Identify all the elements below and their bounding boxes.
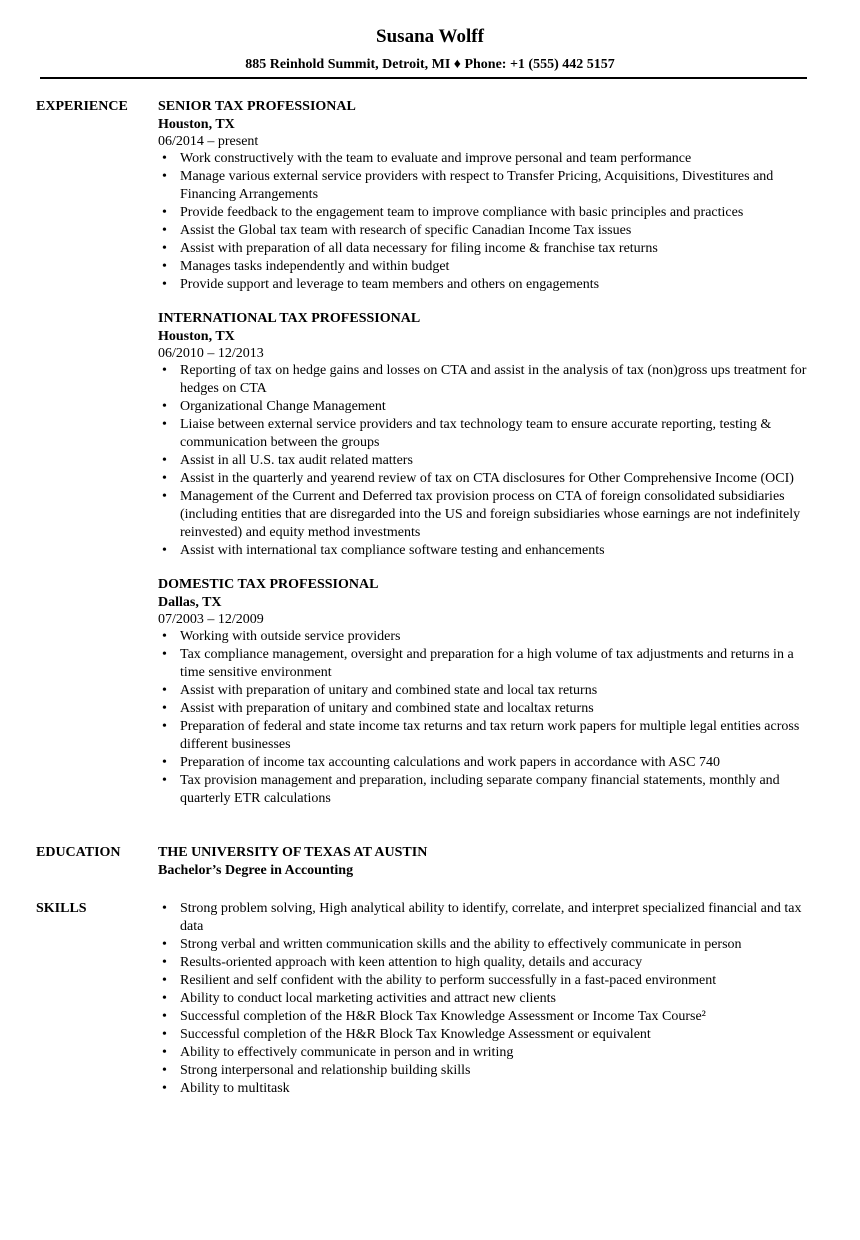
job-title: SENIOR TAX PROFESSIONAL: [158, 99, 356, 114]
list-item: • Manages tasks independently and within budget: [158, 258, 820, 276]
list-item: • Assist with preparation of unitary and combined state and local tax returns: [158, 682, 820, 700]
list-item: • Ability to effectively communicate in person and in writing: [158, 1044, 820, 1062]
list-item: • Strong problem solving, High analytical ability to identify, correlate, and interpret specialized financial and tax data: [158, 900, 820, 936]
list-item: • Assist in the quarterly and yearend review of tax on CTA disclosures for Other Comprehensive Income (OCI): [158, 470, 820, 488]
list-item: • Assist the Global tax team with research of specific Canadian Income Tax issues: [158, 222, 820, 240]
section-label-education: EDUCATION: [36, 845, 121, 860]
list-item: • Work constructively with the team to evaluate and improve personal and team performance: [158, 150, 820, 168]
candidate-name: Susana Wolff: [376, 26, 484, 47]
list-item: • Ability to conduct local marketing activities and attract new clients: [158, 990, 820, 1008]
resume-header: [0, 24, 860, 74]
list-item: • Tax compliance management, oversight and preparation for a high volume of tax adjustments and returns in a time sensitive environment: [158, 646, 820, 682]
list-item: • Tax provision management and preparation, including separate company financial statements, monthly and quarterly ETR calculations: [158, 772, 820, 808]
list-item: • Successful completion of the H&R Block Tax Knowledge Assessment or equivalent: [158, 1026, 820, 1044]
skills-section: [0, 900, 860, 1098]
list-item: • Organizational Change Management: [158, 398, 820, 416]
list-item: • Strong verbal and written communication skills and the ability to effectively communicate in person: [158, 936, 820, 954]
list-item: • Results-oriented approach with keen attention to high quality, details and accuracy: [158, 954, 820, 972]
list-item: • Provide feedback to the engagement team to improve compliance with basic principles and practices: [158, 204, 820, 222]
list-item: • Provide support and leverage to team members and others on engagements: [158, 276, 820, 294]
experience-section: [0, 98, 860, 808]
list-item: • Manage various external service providers with respect to Transfer Pricing, Acquisitions, Divestitures and Financing Arrangements: [158, 168, 820, 204]
list-item: • Preparation of federal and state income tax returns and tax return work papers for multiple legal entities across different businesses: [158, 718, 820, 754]
list-item: • Preparation of income tax accounting calculations and work papers in accordance with ASC 740: [158, 754, 820, 772]
education-section: [0, 844, 860, 880]
list-item: • Reporting of tax on hedge gains and losses on CTA and assist in the analysis of tax (non)gross ups treatment for hedges on CTA: [158, 362, 820, 398]
job-entry: [158, 576, 820, 808]
list-item: • Assist with preparation of all data necessary for filing income & franchise tax returns: [158, 240, 820, 258]
job-duties: [158, 150, 820, 294]
job-location: Dallas, TX: [158, 595, 222, 610]
job-title: DOMESTIC TAX PROFESSIONAL: [158, 577, 379, 592]
job-entry: [158, 310, 820, 560]
header-divider: [40, 77, 807, 79]
skills-list: [158, 900, 820, 1098]
list-item: • Strong interpersonal and relationship building skills: [158, 1062, 820, 1080]
job-location: Houston, TX: [158, 117, 235, 132]
list-item: • Assist with international tax compliance software testing and enhancements: [158, 542, 820, 560]
list-item: • Management of the Current and Deferred tax provision process on CTA of foreign consolidated subsidiaries (including entities that are disregarded into the US and foreign subsidiaries whose earnings are not indefinitely reinvested) and equity method investments: [158, 488, 820, 542]
job-dates: 06/2014 – present: [158, 134, 259, 149]
section-label-experience: EXPERIENCE: [36, 99, 128, 114]
job-duties: [158, 362, 820, 560]
list-item: • Successful completion of the H&R Block Tax Knowledge Assessment or Income Tax Course²: [158, 1008, 820, 1026]
list-item: • Assist with preparation of unitary and combined state and localtax returns: [158, 700, 820, 718]
job-duties: [158, 628, 820, 808]
school-name: THE UNIVERSITY OF TEXAS AT AUSTIN: [158, 845, 428, 860]
job-title: INTERNATIONAL TAX PROFESSIONAL: [158, 311, 421, 326]
job-entry: [158, 98, 820, 294]
list-item: • Working with outside service providers: [158, 628, 820, 646]
degree: Bachelor’s Degree in Accounting: [158, 863, 354, 878]
section-label-skills: SKILLS: [36, 901, 87, 916]
list-item: • Liaise between external service providers and tax technology team to ensure accurate reporting, testing & communication between the groups: [158, 416, 820, 452]
job-location: Houston, TX: [158, 329, 235, 344]
list-item: • Assist in all U.S. tax audit related matters: [158, 452, 820, 470]
list-item: • Resilient and self confident with the ability to perform successfully in a fast-paced environment: [158, 972, 820, 990]
job-dates: 07/2003 – 12/2009: [158, 612, 264, 627]
contact-line: 885 Reinhold Summit, Detroit, MI ♦ Phone: +1 (555) 442 5157: [245, 57, 615, 72]
list-item: • Ability to multitask: [158, 1080, 820, 1098]
job-dates: 06/2010 – 12/2013: [158, 346, 264, 361]
